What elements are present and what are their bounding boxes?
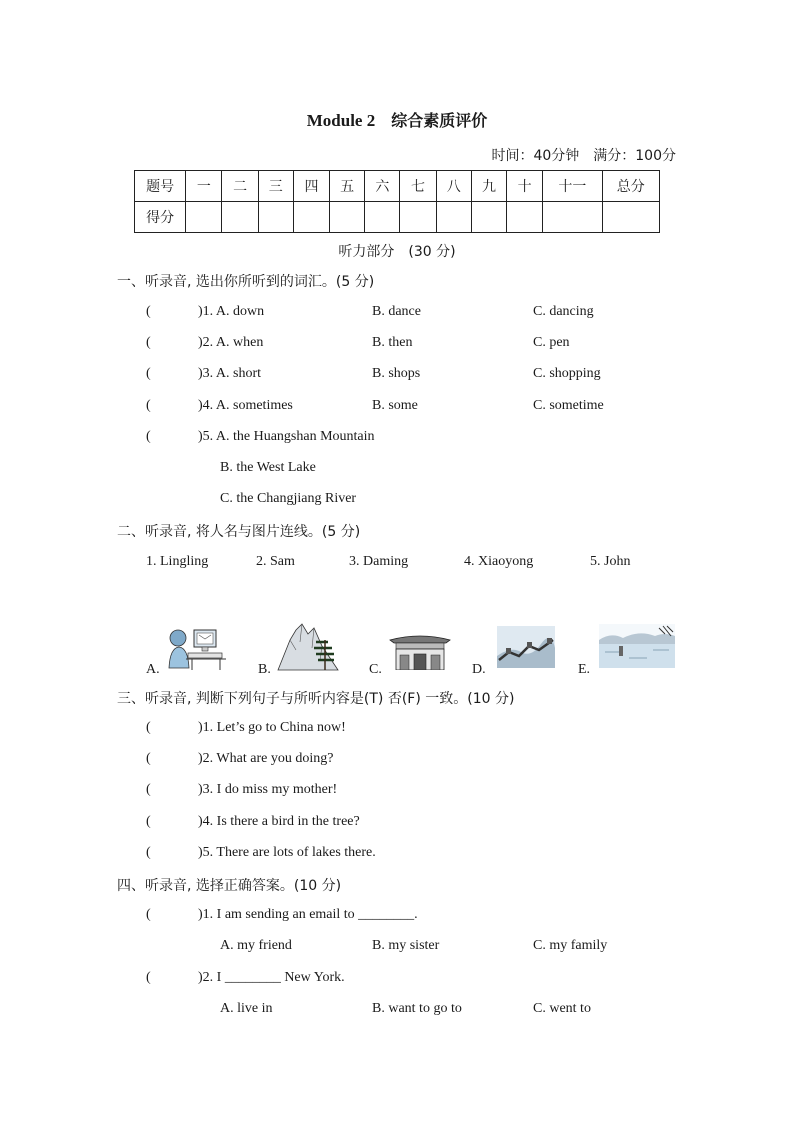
s4-q1-option-a: A. my friend (220, 938, 292, 953)
score-cell[interactable] (471, 202, 506, 233)
answer-paren[interactable]: ( (146, 398, 151, 413)
answer-paren[interactable]: ( (146, 366, 151, 381)
time-score-info: 时间：40分钟 满分：100分 (491, 148, 676, 164)
score-header-cell: 五 (330, 171, 365, 202)
s1-question-2: ( )2. A. when (146, 335, 264, 350)
title-module: Module 2 (306, 111, 376, 130)
score-header-cell: 十 (507, 171, 543, 202)
section3-heading: 三、听录音, 判断下列句子与所听内容是(T) 否(F) 一致。(10 分) (117, 691, 515, 707)
section2-heading: 二、听录音, 将人名与图片连线。(5 分) (117, 524, 361, 540)
s1-q2-option-c: C. pen (533, 335, 570, 350)
s1-q4-option-c: C. sometime (533, 398, 604, 413)
score-header-cell: 总分 (602, 171, 659, 202)
score-header-cell: 一 (186, 171, 222, 202)
score-cell[interactable] (330, 202, 365, 233)
s4-q1-option-b: B. my sister (372, 938, 440, 953)
section4-heading: 四、听录音, 选择正确答案。(10 分) (117, 878, 342, 894)
answer-paren[interactable]: ( (146, 429, 151, 444)
name-xiaoyong: 4. Xiaoyong (464, 554, 534, 569)
score-cell[interactable] (602, 202, 659, 233)
score-header-cell: 十一 (543, 171, 602, 202)
answer-paren[interactable]: ( (146, 845, 151, 860)
picture-label-a: A. (146, 662, 160, 677)
score-row (135, 202, 660, 233)
score-header-cell: 二 (222, 171, 258, 202)
s1-question-3: ( )3. A. short (146, 366, 261, 381)
score-header-row (135, 171, 660, 202)
score-cell[interactable] (222, 202, 258, 233)
answer-paren[interactable]: ( (146, 814, 151, 829)
west-lake-icon (599, 624, 675, 668)
name-lingling: 1. Lingling (146, 554, 209, 569)
s4-question-1: ( )1. I am sending an email to ________. (146, 907, 418, 922)
score-cell[interactable] (507, 202, 543, 233)
score-row-label: 得分 (135, 202, 186, 233)
picture-label-e: E. (578, 662, 591, 677)
title-subject: 综合素质评价 (391, 111, 488, 130)
s3-question-5: ( )5. There are lots of lakes there. (146, 845, 376, 860)
score-header-cell: 九 (471, 171, 506, 202)
name-john: 5. John (590, 554, 631, 569)
s1-q1-option-b: B. dance (372, 304, 421, 319)
answer-paren[interactable]: ( (146, 782, 151, 797)
score-cell[interactable] (543, 202, 602, 233)
score-header-cell: 四 (293, 171, 329, 202)
great-wall-icon (497, 626, 555, 668)
s4-q1-option-c: C. my family (533, 938, 608, 953)
s1-q3-option-c: C. shopping (533, 366, 601, 381)
score-cell[interactable] (186, 202, 222, 233)
section1-heading: 一、听录音, 选出你所听到的词汇。(5 分) (117, 274, 375, 290)
mountain-pine-icon (276, 620, 340, 672)
boy-at-computer-icon (166, 626, 228, 670)
answer-paren[interactable]: ( (146, 907, 151, 922)
s3-question-3: ( )3. I do miss my mother! (146, 782, 338, 797)
s1-q1-option-c: C. dancing (533, 304, 594, 319)
s1-q5-option-b: B. the West Lake (220, 460, 316, 475)
s3-question-1: ( )1. Let’s go to China now! (146, 720, 346, 735)
s1-q5-option-c: C. the Changjiang River (220, 491, 357, 506)
score-cell[interactable] (365, 202, 400, 233)
score-cell[interactable] (293, 202, 329, 233)
picture-label-b: B. (258, 662, 271, 677)
s4-q2-option-a: A. live in (220, 1001, 273, 1016)
s1-q2-option-b: B. then (372, 335, 413, 350)
s4-q2-option-b: B. want to go to (372, 1001, 462, 1016)
score-cell[interactable] (436, 202, 471, 233)
score-cell[interactable] (400, 202, 436, 233)
score-header-cell: 七 (400, 171, 436, 202)
answer-paren[interactable]: ( (146, 970, 151, 985)
score-header-cell: 八 (436, 171, 471, 202)
name-sam: 2. Sam (256, 554, 295, 569)
score-cell[interactable] (258, 202, 293, 233)
s1-q3-option-b: B. shops (372, 366, 421, 381)
chinese-gate-icon (388, 630, 452, 670)
s1-question-1: ( )1. A. down (146, 304, 265, 319)
score-header-cell: 六 (365, 171, 400, 202)
s1-question-4: ( )4. A. sometimes (146, 398, 293, 413)
listening-header: 听力部分 (30 分) (338, 244, 456, 260)
score-table (134, 170, 660, 233)
s1-q4-option-b: B. some (372, 398, 418, 413)
s3-question-4: ( )4. Is there a bird in the tree? (146, 814, 360, 829)
answer-paren[interactable]: ( (146, 751, 151, 766)
answer-paren[interactable]: ( (146, 720, 151, 735)
answer-paren[interactable]: ( (146, 304, 151, 319)
score-header-cell: 题号 (135, 171, 186, 202)
answer-paren[interactable]: ( (146, 335, 151, 350)
score-header-cell: 三 (258, 171, 293, 202)
s4-question-2: ( )2. I ________ New York. (146, 970, 345, 985)
s3-question-2: ( )2. What are you doing? (146, 751, 334, 766)
page-title (0, 108, 794, 131)
picture-label-d: D. (472, 662, 486, 677)
s1-question-5: ( )5. A. the Huangshan Mountain (146, 429, 375, 444)
picture-label-c: C. (369, 662, 382, 677)
name-daming: 3. Daming (349, 554, 409, 569)
s4-q2-option-c: C. went to (533, 1001, 591, 1016)
